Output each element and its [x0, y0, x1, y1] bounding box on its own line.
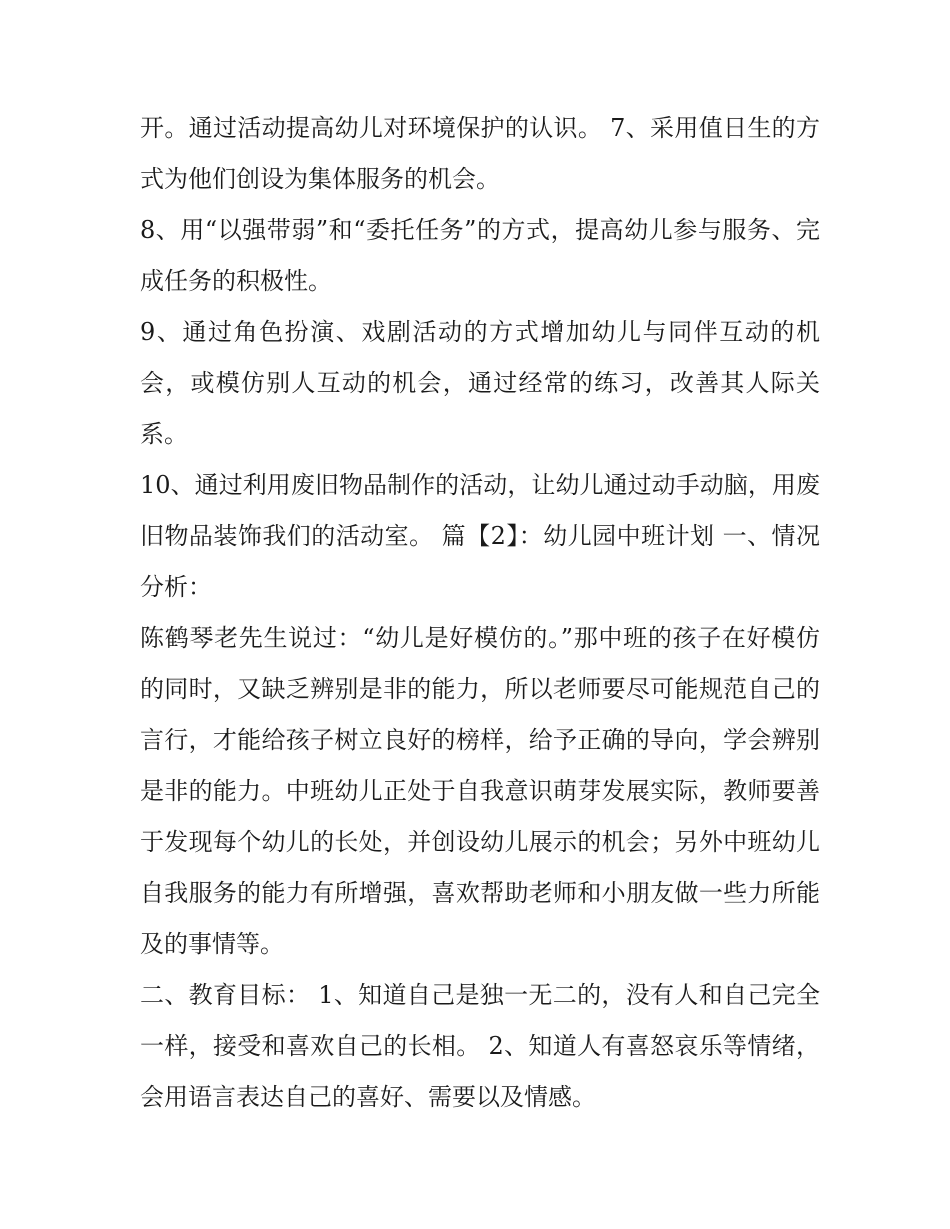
- document-body: [140, 103, 820, 1123]
- paragraph-3: 9、通过角色扮演、戏剧活动的方式增加幼儿与同伴互动的机会，或模仿别人互动的机会，通过经常的练习，改善其人际关系。: [140, 318, 820, 448]
- paragraph-2: 8、用“以强带弱”和“委托任务”的方式，提高幼儿参与服务、完成任务的积极性。: [140, 216, 820, 295]
- paragraph-5: 陈鹤琴老先生说过：“幼儿是好模仿的。”那中班的孩子在好模仿的同时，又缺乏辨别是非的能力，所以老师要尽可能规范自己的言行，才能给孩子树立良好的榜样，给予正确的导向，学会辨别是非的能力。中班幼儿正处于自我意识萌芽发展实际，教师要善于发现每个幼儿的长处，并创设幼儿展示的机会；另外中班幼儿自我服务的能力有所增强，喜欢帮助老师和小朋友做一些力所能及的事情等。: [140, 624, 820, 958]
- paragraph-1: 开。通过活动提高幼儿对环境保护的认识。 7、采用值日生的方式为他们创设为集体服务的机会。: [140, 114, 820, 193]
- paragraph-6: 二、教育目标： 1、知道自己是独一无二的，没有人和自己完全一样，接受和喜欢自己的长相。 2、知道人有喜怒哀乐等情绪，会用语言表达自己的喜好、需要以及情感。: [140, 981, 820, 1111]
- paragraph-4: 10、通过利用废旧物品制作的活动，让幼儿通过动手动脑，用废旧物品装饰我们的活动室。 篇【2】：幼儿园中班计划 一、情况分析：: [140, 471, 820, 601]
